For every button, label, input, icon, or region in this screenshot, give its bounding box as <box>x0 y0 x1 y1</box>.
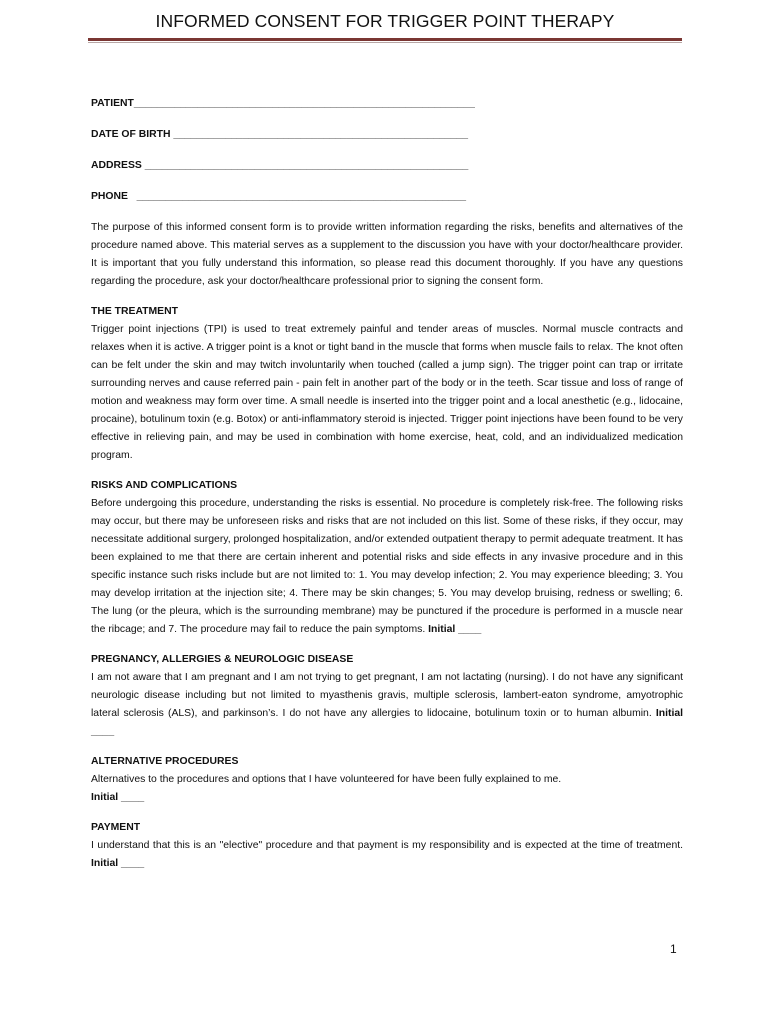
treatment-heading: THE TREATMENT <box>91 306 178 317</box>
pregnancy-paragraph <box>91 669 683 741</box>
payment-text: I understand that this is an "elective" procedure and that payment is my responsibility and is expected at the time of treatment. <box>91 840 683 851</box>
alternatives-heading: ALTERNATIVE PROCEDURES <box>91 756 239 767</box>
pregnancy-text: I am not aware that I am pregnant and I am not trying to get pregnant, I am not lactating (nursing). I do not have any significant neurologic disease including but not limited to myasthenis gravis, multiple sclerosis, lambert-eaton syndrome, amyotrophic lateral sclerosis (ALS), and parkinson’s. I do not have any allergies to lidocaine, botulinum toxin or to human albumin. <box>91 672 683 719</box>
pregnancy-heading: PREGNANCY, ALLERGIES & NEUROLOGIC DISEASE <box>91 654 354 665</box>
risks-text: Before undergoing this procedure, understanding the risks is essential. No procedure is completely risk-free. The following risks may occur, but there may be unforeseen risks and risks that are not included on this list. Some of these risks, if they occur, may necessitate additional surgery, prolonged hospitalization, and/or extended outpatient therapy to permit adequate treatment. It has been explained to me that there are certain inherent and potential risks and side effects in any invasive procedure and in this specific instance such risks include but are not limited to: 1. You may develop infection; 2. You may experience bleeding; 3. You may develop irritation at the injection site; 4. There may be skin changes; 5. You may develop bruising, redness or swelling; 6. The lung (or the pleura, which is the surrounding membrane) may be punctured if the procedure is performed in a muscle near the ribcage; and 7. The procedure may fail to reduce the pain symptoms. <box>91 498 683 635</box>
alternatives-paragraph: Alternatives to the procedures and options that I have volunteered for have been fully explained to me. <box>91 774 562 785</box>
date-of-birth-field[interactable]: DATE OF BIRTH ___________________________________________________ <box>91 129 469 140</box>
treatment-paragraph: Trigger point injections (TPI) is used to treat extremely painful and tender areas of muscles. Normal muscle contracts and relaxes when it is active. A trigger point is a knot or tight band in the muscle that forms when muscle fails to relax. The knot often can be felt under the skin and may twitch involuntarily when touched (called a jump sign). The trigger point can trap or irritate surrounding nerves and cause referred pain - pain felt in another part of the body or in the teeth. Scar tissue and loss of range of motion and weakness may form over time. A small needle is inserted into the trigger point and a local anesthetic (e.g., lidocaine, procaine), botulinum toxin (e.g. Botox) or anti-inflammatory steroid is injected. Trigger point injections have been found to be very effective in relieving pain, and may be used in combination with home exercise, heat, cold, and an individualized medication program. <box>91 324 683 461</box>
risks-heading: RISKS AND COMPLICATIONS <box>91 480 238 491</box>
document-title: INFORMED CONSENT FOR TRIGGER POINT THERAPY <box>155 11 615 31</box>
document-body <box>91 95 683 873</box>
payment-paragraph <box>91 837 683 873</box>
alternatives-initial-field[interactable]: Initial ____ <box>91 792 145 803</box>
intro-paragraph: The purpose of this informed consent form is to provide written information regarding the risks, benefits and alternatives of the procedure named above. This material serves as a supplement to the discussion you have with your doctor/healthcare provider. It is important that you fully understand this information, so please read this document thoroughly. If you have any questions regarding the procedure, ask your doctor/healthcare professional prior to signing the consent form. <box>91 222 683 287</box>
risks-paragraph <box>91 495 683 639</box>
risks-initial-field[interactable]: Initial ____ <box>428 624 482 635</box>
address-field[interactable]: ADDRESS ________________________________________________________ <box>91 160 469 171</box>
payment-initial-field[interactable]: Initial ____ <box>91 858 145 869</box>
title-divider <box>88 38 682 41</box>
patient-field[interactable]: PATIENT___________________________________________________________ <box>91 98 475 109</box>
phone-field[interactable]: PHONE _________________________________________________________ <box>91 191 467 202</box>
payment-heading: PAYMENT <box>91 822 141 833</box>
pregnancy-initial-field[interactable]: Initial ____ <box>91 708 683 737</box>
page-number: 1 <box>670 942 677 956</box>
title-divider-shadow <box>88 42 682 43</box>
